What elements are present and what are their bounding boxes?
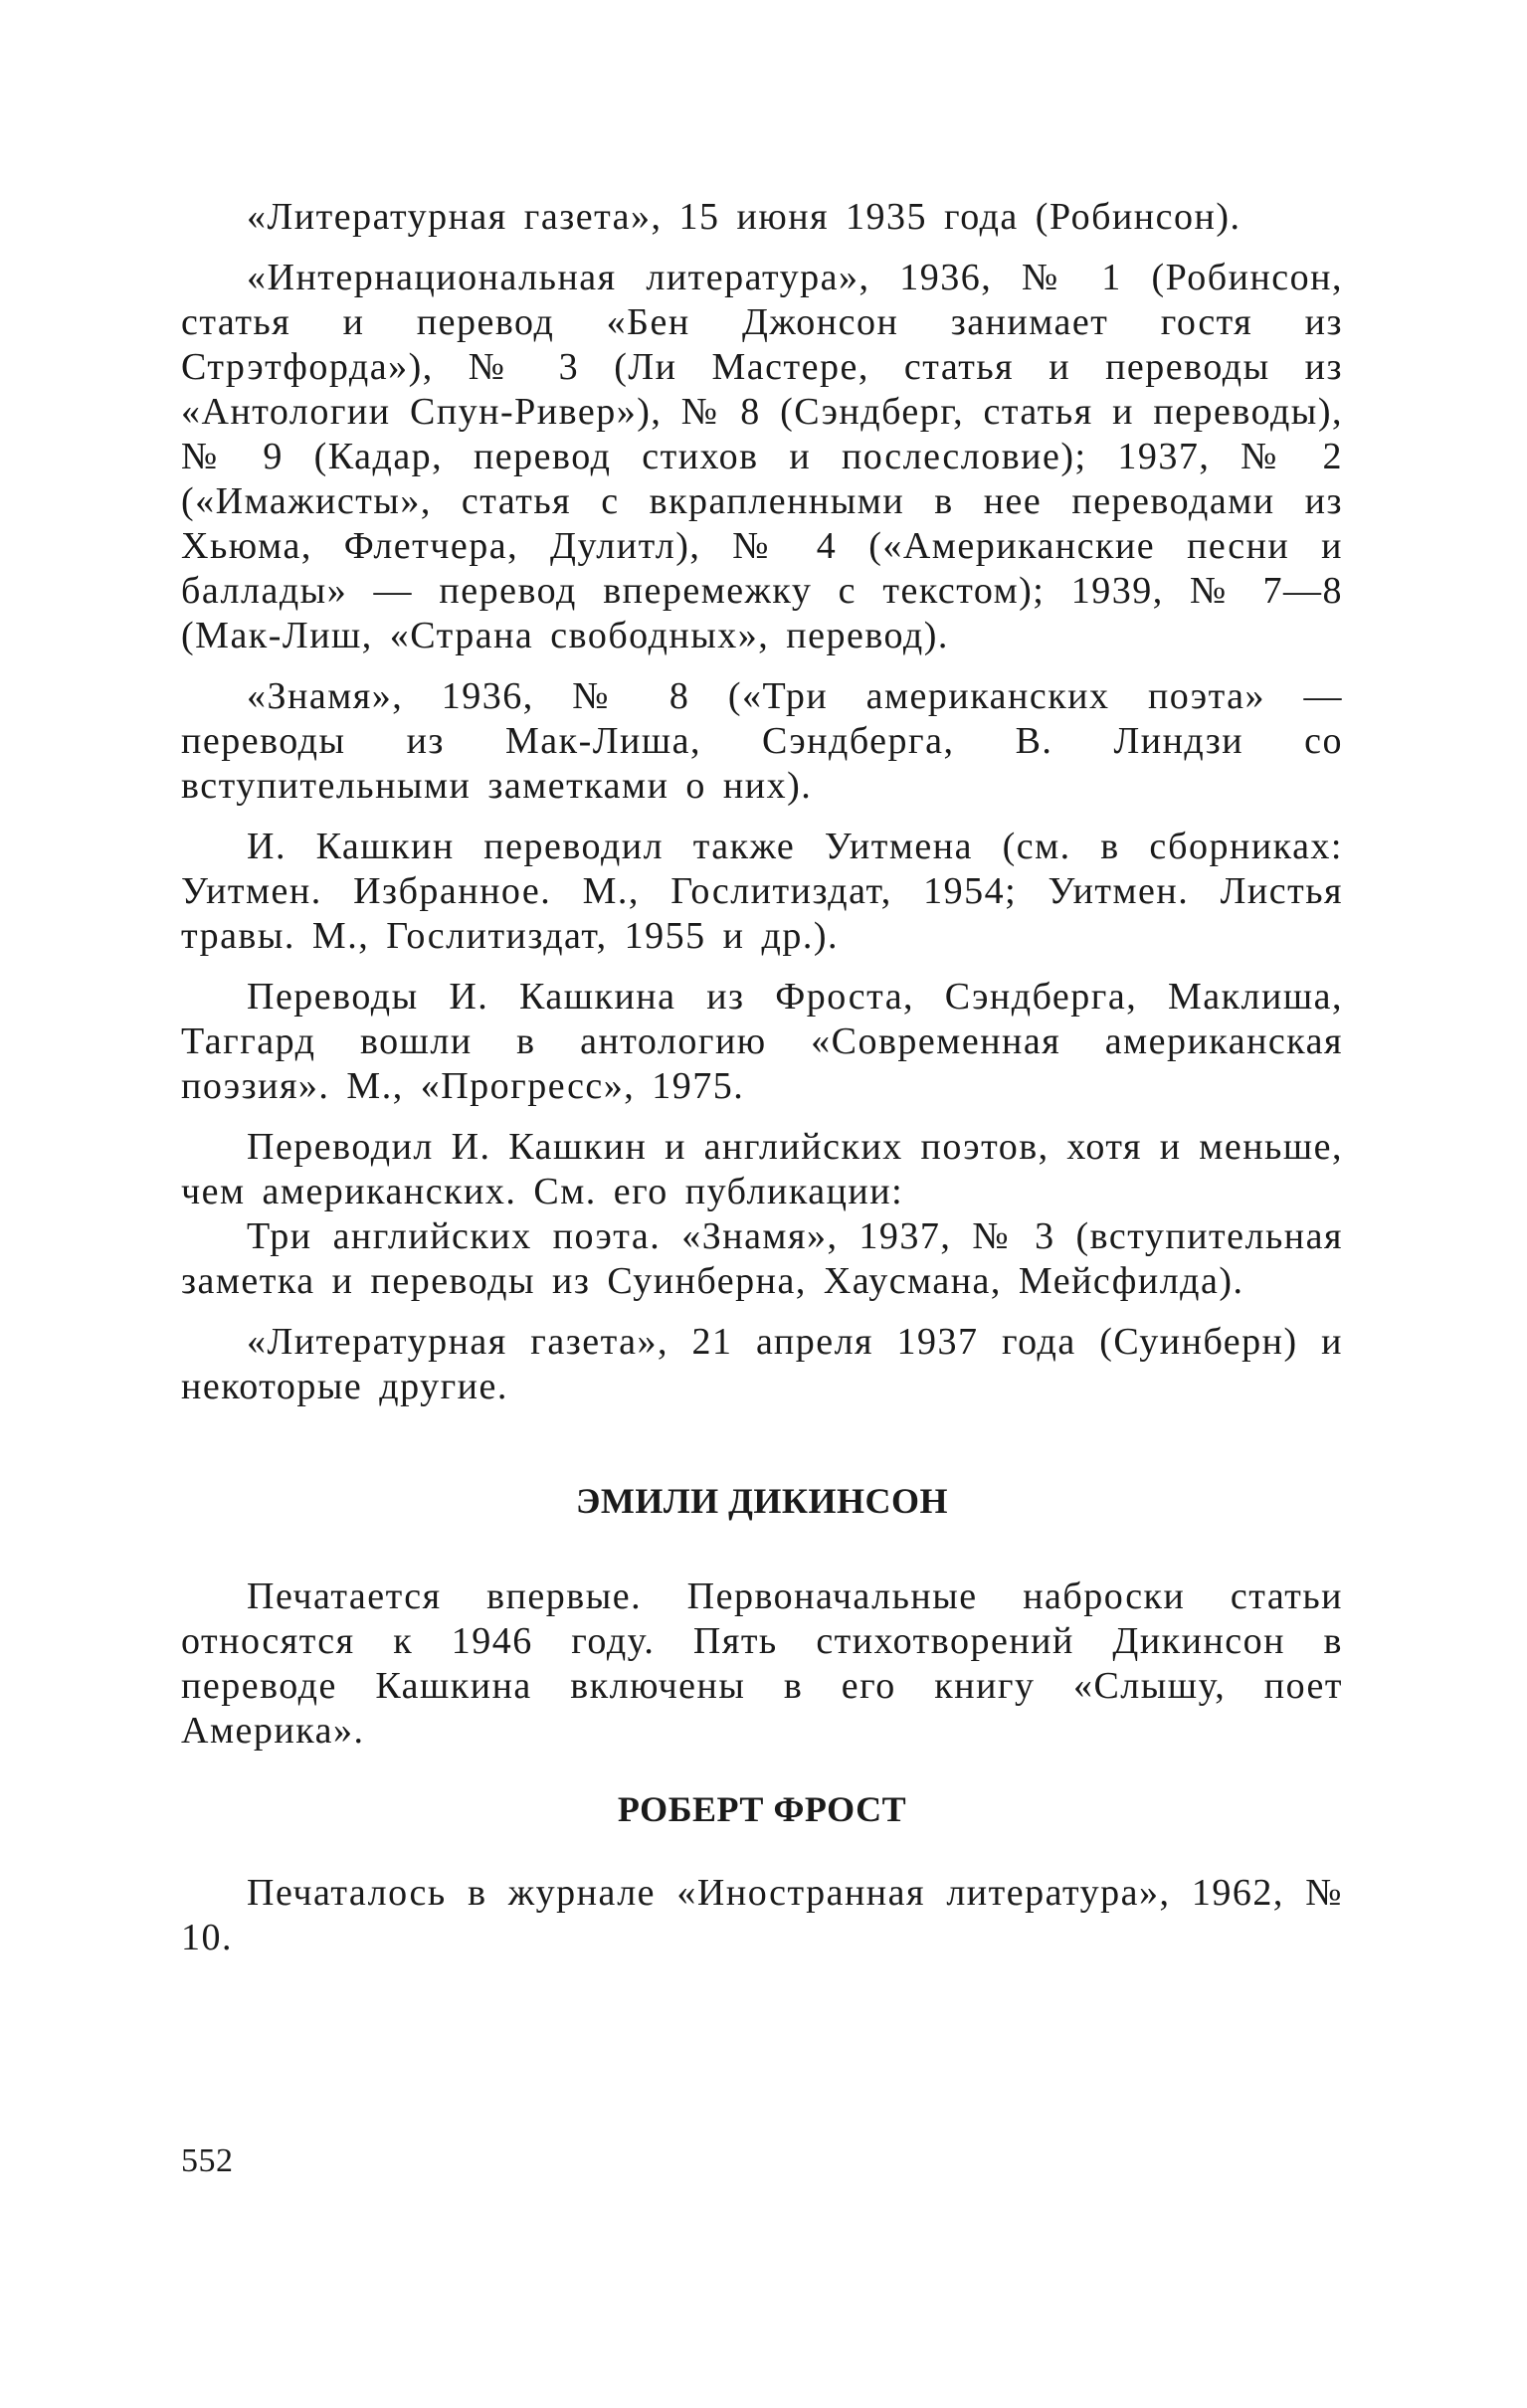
paragraph-dickinson-note: Печатается впервые. Первоначальные наброски статьи относятся к 1946 году. Пять стихотворений Дикинсон в переводе Кашкина включены в его книгу «Слышу, поет Америка». — [181, 1575, 1343, 1752]
paragraph-znamya-1936: «Знамя», 1936, № 8 («Три американских поэта» — переводы из Мак-Лиша, Сэндберга, В. Линдзи со вступительными заметками о них). — [181, 675, 1343, 807]
paragraph-whitman-translations: И. Кашкин переводил также Уитмена (см. в сборниках: Уитмен. Избранное. М., Гослитиздат, 1954; Уитмен. Листья травы. М., Гослитиздат, 1955 и др.). — [181, 826, 1343, 957]
paragraph-literaturnaya-gazeta-1935: «Литературная газета», 15 июня 1935 года (Робинсон). — [247, 196, 1241, 238]
paragraph-frost-note: Печаталось в журнале «Иностранная литература», 1962, № 10. — [181, 1872, 1343, 1958]
page-body — [181, 195, 1343, 1976]
paragraph-anthology: Переводы И. Кашкина из Фроста, Сэндберга, Маклиша, Таггард вошли в антологию «Современная американская поэзия». М., «Прогресс», 1975. — [181, 976, 1343, 1107]
section-heading-frost: РОБЕРТ ФРОСТ — [617, 1789, 907, 1829]
section-heading-dickinson: ЭМИЛИ ДИКИНСОН — [575, 1481, 949, 1521]
page-number: 552 — [181, 2142, 234, 2179]
paragraph-internatsionalnaya-literatura: «Интернациональная литература», 1936, № 1 (Робинсон, статья и перевод «Бен Джонсон занимает гостя из Стрэтфорда»), № 3 (Ли Мастере, статья и переводы из «Антологии Спун-Ривер»), № 8 (Сэндберг, статья и переводы), № 9 (Кадар, перевод стихов и послесловие); 1937, № 2 («Имажисты», статья с вкрапленными в нее переводами из Хьюма, Флетчера, Дулитл), № 4 («Американские песни и баллады» — перевод вперемежку с текстом); 1939, № 7—8 (Мак-Лиш, «Страна свободных», перевод). — [181, 257, 1343, 656]
paragraph-english-poets: Переводил И. Кашкин и английских поэтов, хотя и меньше, чем американских. См. его публикации: — [181, 1126, 1343, 1212]
paragraph-three-english-poets: Три английских поэта. «Знамя», 1937, № 3 (вступительная заметка и переводы из Суинберна, Хаусмана, Мейсфилда). — [181, 1215, 1343, 1302]
paragraph-literaturnaya-gazeta-1937: «Литературная газета», 21 апреля 1937 года (Суинберн) и некоторые другие. — [181, 1321, 1343, 1407]
